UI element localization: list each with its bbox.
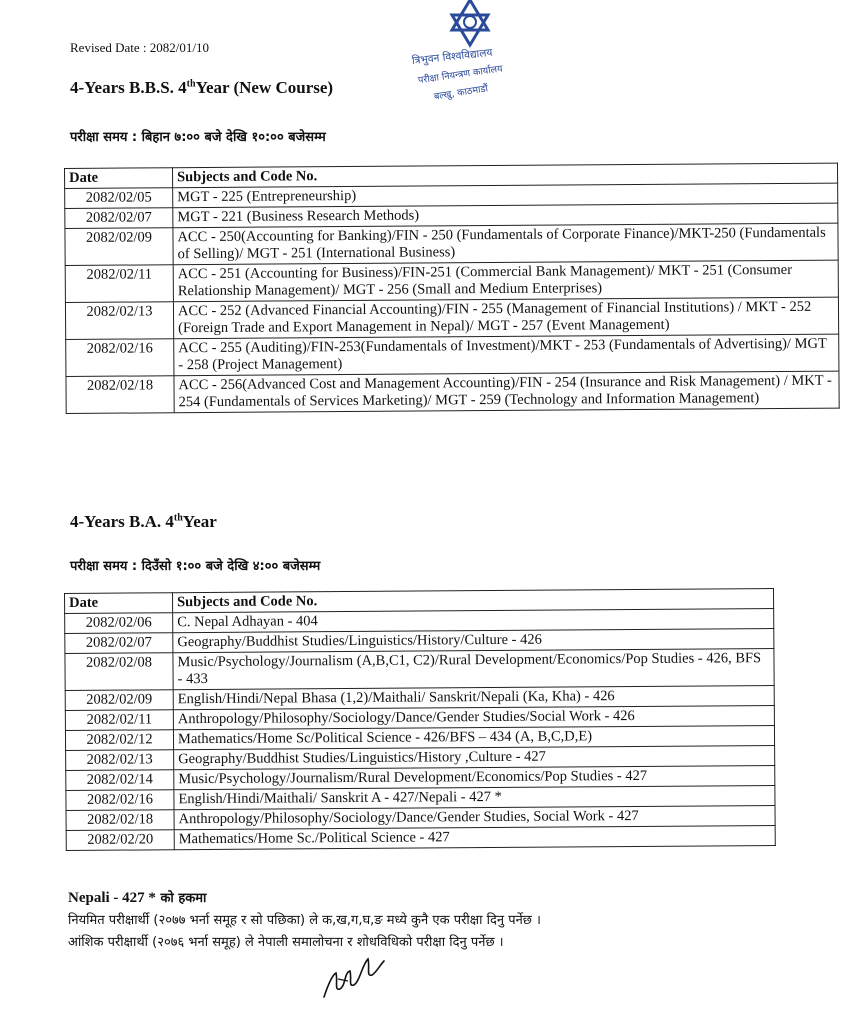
subjects-cell: Geography/Buddhist Studies/Linguistics/History ,Culture - 427 xyxy=(174,746,775,770)
seal-text-office: परीक्षा नियन्त्रण कार्यालय xyxy=(417,63,504,87)
seal-text-location: बल्खु, काठमाडौं xyxy=(433,83,489,103)
exam-date-cell: 2082/02/09 xyxy=(65,690,173,711)
exam-date-cell: 2082/02/14 xyxy=(66,770,174,791)
ba-title-rest: Year xyxy=(182,512,217,531)
table-row xyxy=(66,371,839,413)
exam-date-cell: 2082/02/05 xyxy=(65,188,173,209)
subjects-cell: ACC - 251 (Accounting for Business)/FIN-251 (Commercial Bank Management)/ MKT - 251 (Consumer Relationship Management)/ MGT - 256 (Small and Medium Enterprises) xyxy=(173,260,838,302)
subjects-cell: English/Hindi/Nepal Bhasa (1,2)/Maithali/ Sanskrit/Nepali (Ka, Kha) - 426 xyxy=(173,686,774,710)
star-emblem-icon xyxy=(452,0,488,45)
exam-date-cell: 2082/02/13 xyxy=(66,750,174,771)
subjects-cell: ACC - 256(Advanced Cost and Management Accounting)/FIN - 254 (Insurance and Risk Management) / MKT - 254 (Fundamentals of Services Marketing)/ MGT - 259 (Technology and Information Management) xyxy=(174,371,839,413)
ba-section-title xyxy=(70,512,217,532)
ba-exam-time: परीक्षा समय : दिउँसो १:०० बजे देखि ४:०० बजेसम्म xyxy=(70,559,321,574)
subjects-cell: Geography/Buddhist Studies/Linguistics/History/Culture - 426 xyxy=(173,629,774,653)
subjects-cell: ACC - 252 (Advanced Financial Accounting)/FIN - 255 (Management of Financial Institutions) / MKT - 252 (Foreign Trade and Export Management in Nepal)/ MGT - 257 (Event Management) xyxy=(173,297,838,339)
nepali-note-line-partial: आंशिक परीक्षार्थी (२०७६ भर्ना समूह) ले नेपाली समालोचना र शोधविधिको परीक्षा दिनु पर्नेछ । xyxy=(68,935,504,950)
column-header-date: Date xyxy=(65,168,173,189)
ba-schedule-body xyxy=(65,609,776,851)
exam-date-cell: 2082/02/08 xyxy=(65,653,173,691)
column-header-subjects: Subjects and Code No. xyxy=(173,163,838,188)
subjects-cell: Mathematics/Home Sc/Political Science - 426/BFS – 434 (A, B,C,D,E) xyxy=(173,726,774,750)
subjects-cell: Music/Psychology/Journalism/Rural Development/Economics/Pop Studies - 427 xyxy=(174,766,775,790)
exam-date-cell: 2082/02/11 xyxy=(65,265,173,303)
exam-date-cell: 2082/02/06 xyxy=(65,613,173,634)
subjects-cell: C. Nepal Adhayan - 404 xyxy=(173,609,774,633)
ba-title-sup: th xyxy=(173,512,183,524)
university-seal-logo xyxy=(400,0,540,120)
nepali-note-title-code: Nepali - 427 * xyxy=(68,890,156,906)
ba-schedule-table xyxy=(64,588,776,851)
table-row xyxy=(65,260,838,302)
subjects-cell: Anthropology/Philosophy/Sociology/Dance/Gender Studies, Social Work - 427 xyxy=(174,806,775,830)
nepali-note-line-regular: नियमित परीक्षार्थी (२०७७ भर्ना समूह र सो पछिका) ले क,ख,ग,घ,ङ मध्ये कुनै एक परीक्षा दिनु पर्नेछ । xyxy=(68,913,541,928)
column-header-subjects: Subjects and Code No. xyxy=(173,589,774,613)
ba-title-main: 4-Years B.A. 4 xyxy=(70,512,174,531)
bbs-title-rest: Year (New Course) xyxy=(195,78,334,97)
subjects-cell: MGT - 221 (Business Research Methods) xyxy=(173,203,838,228)
bbs-title-main: 4-Years B.B.S. 4 xyxy=(70,78,187,97)
table-row xyxy=(65,223,838,265)
exam-date-cell: 2082/02/09 xyxy=(65,228,173,266)
bbs-title-sup: th xyxy=(186,78,196,90)
bbs-section-title xyxy=(70,78,333,98)
bbs-exam-time: परीक्षा समय : बिहान ७:०० बजे देखि १०:०० बजेसम्म xyxy=(70,130,326,145)
exam-date-cell: 2082/02/16 xyxy=(66,790,174,811)
seal-text-university: त्रिभुवन विश्वविद्यालय xyxy=(411,46,494,68)
exam-date-cell: 2082/02/11 xyxy=(65,710,173,731)
nepali-note-title-suffix: को हकमा xyxy=(155,891,207,906)
exam-date-cell: 2082/02/07 xyxy=(65,633,173,654)
exam-date-cell: 2082/02/18 xyxy=(66,810,174,831)
column-header-date: Date xyxy=(65,593,173,614)
signature-mark xyxy=(318,945,388,1005)
table-row xyxy=(65,649,774,691)
exam-date-cell: 2082/02/13 xyxy=(65,302,173,340)
subjects-cell: MGT - 225 (Entrepreneurship) xyxy=(173,183,838,208)
bbs-schedule-table xyxy=(64,163,840,414)
table-row xyxy=(66,334,839,376)
table-row xyxy=(66,826,775,851)
subjects-cell: Music/Psychology/Journalism (A,B,C1, C2)/Rural Development/Economics/Pop Studies - 426, BFS - 433 xyxy=(173,649,774,690)
subjects-cell: Mathematics/Home Sc./Political Science - 427 xyxy=(174,826,775,850)
revised-date: Revised Date : 2082/01/10 xyxy=(70,40,210,55)
subjects-cell: Anthropology/Philosophy/Sociology/Dance/Gender Studies/Social Work - 426 xyxy=(173,706,774,730)
subjects-cell: English/Hindi/Maithali/ Sanskrit A - 427/Nepali - 427 * xyxy=(174,786,775,810)
exam-date-cell: 2082/02/12 xyxy=(65,730,173,751)
exam-date-cell: 2082/02/07 xyxy=(65,208,173,229)
subjects-cell: ACC - 255 (Auditing)/FIN-253(Fundamentals of Investment)/MKT - 253 (Fundamentals of Advertising)/ MGT - 258 (Project Management) xyxy=(174,334,839,376)
table-row xyxy=(65,297,838,339)
exam-date-cell: 2082/02/18 xyxy=(66,376,174,414)
exam-date-cell: 2082/02/16 xyxy=(66,339,174,377)
exam-date-cell: 2082/02/20 xyxy=(66,830,174,851)
nepali-note-title xyxy=(68,888,206,907)
bbs-schedule-body xyxy=(65,183,840,413)
subjects-cell: ACC - 250(Accounting for Banking)/FIN - 250 (Fundamentals of Corporate Finance)/MKT-250 (Fundamentals of Selling)/ MGT - 251 (International Business) xyxy=(173,223,838,265)
